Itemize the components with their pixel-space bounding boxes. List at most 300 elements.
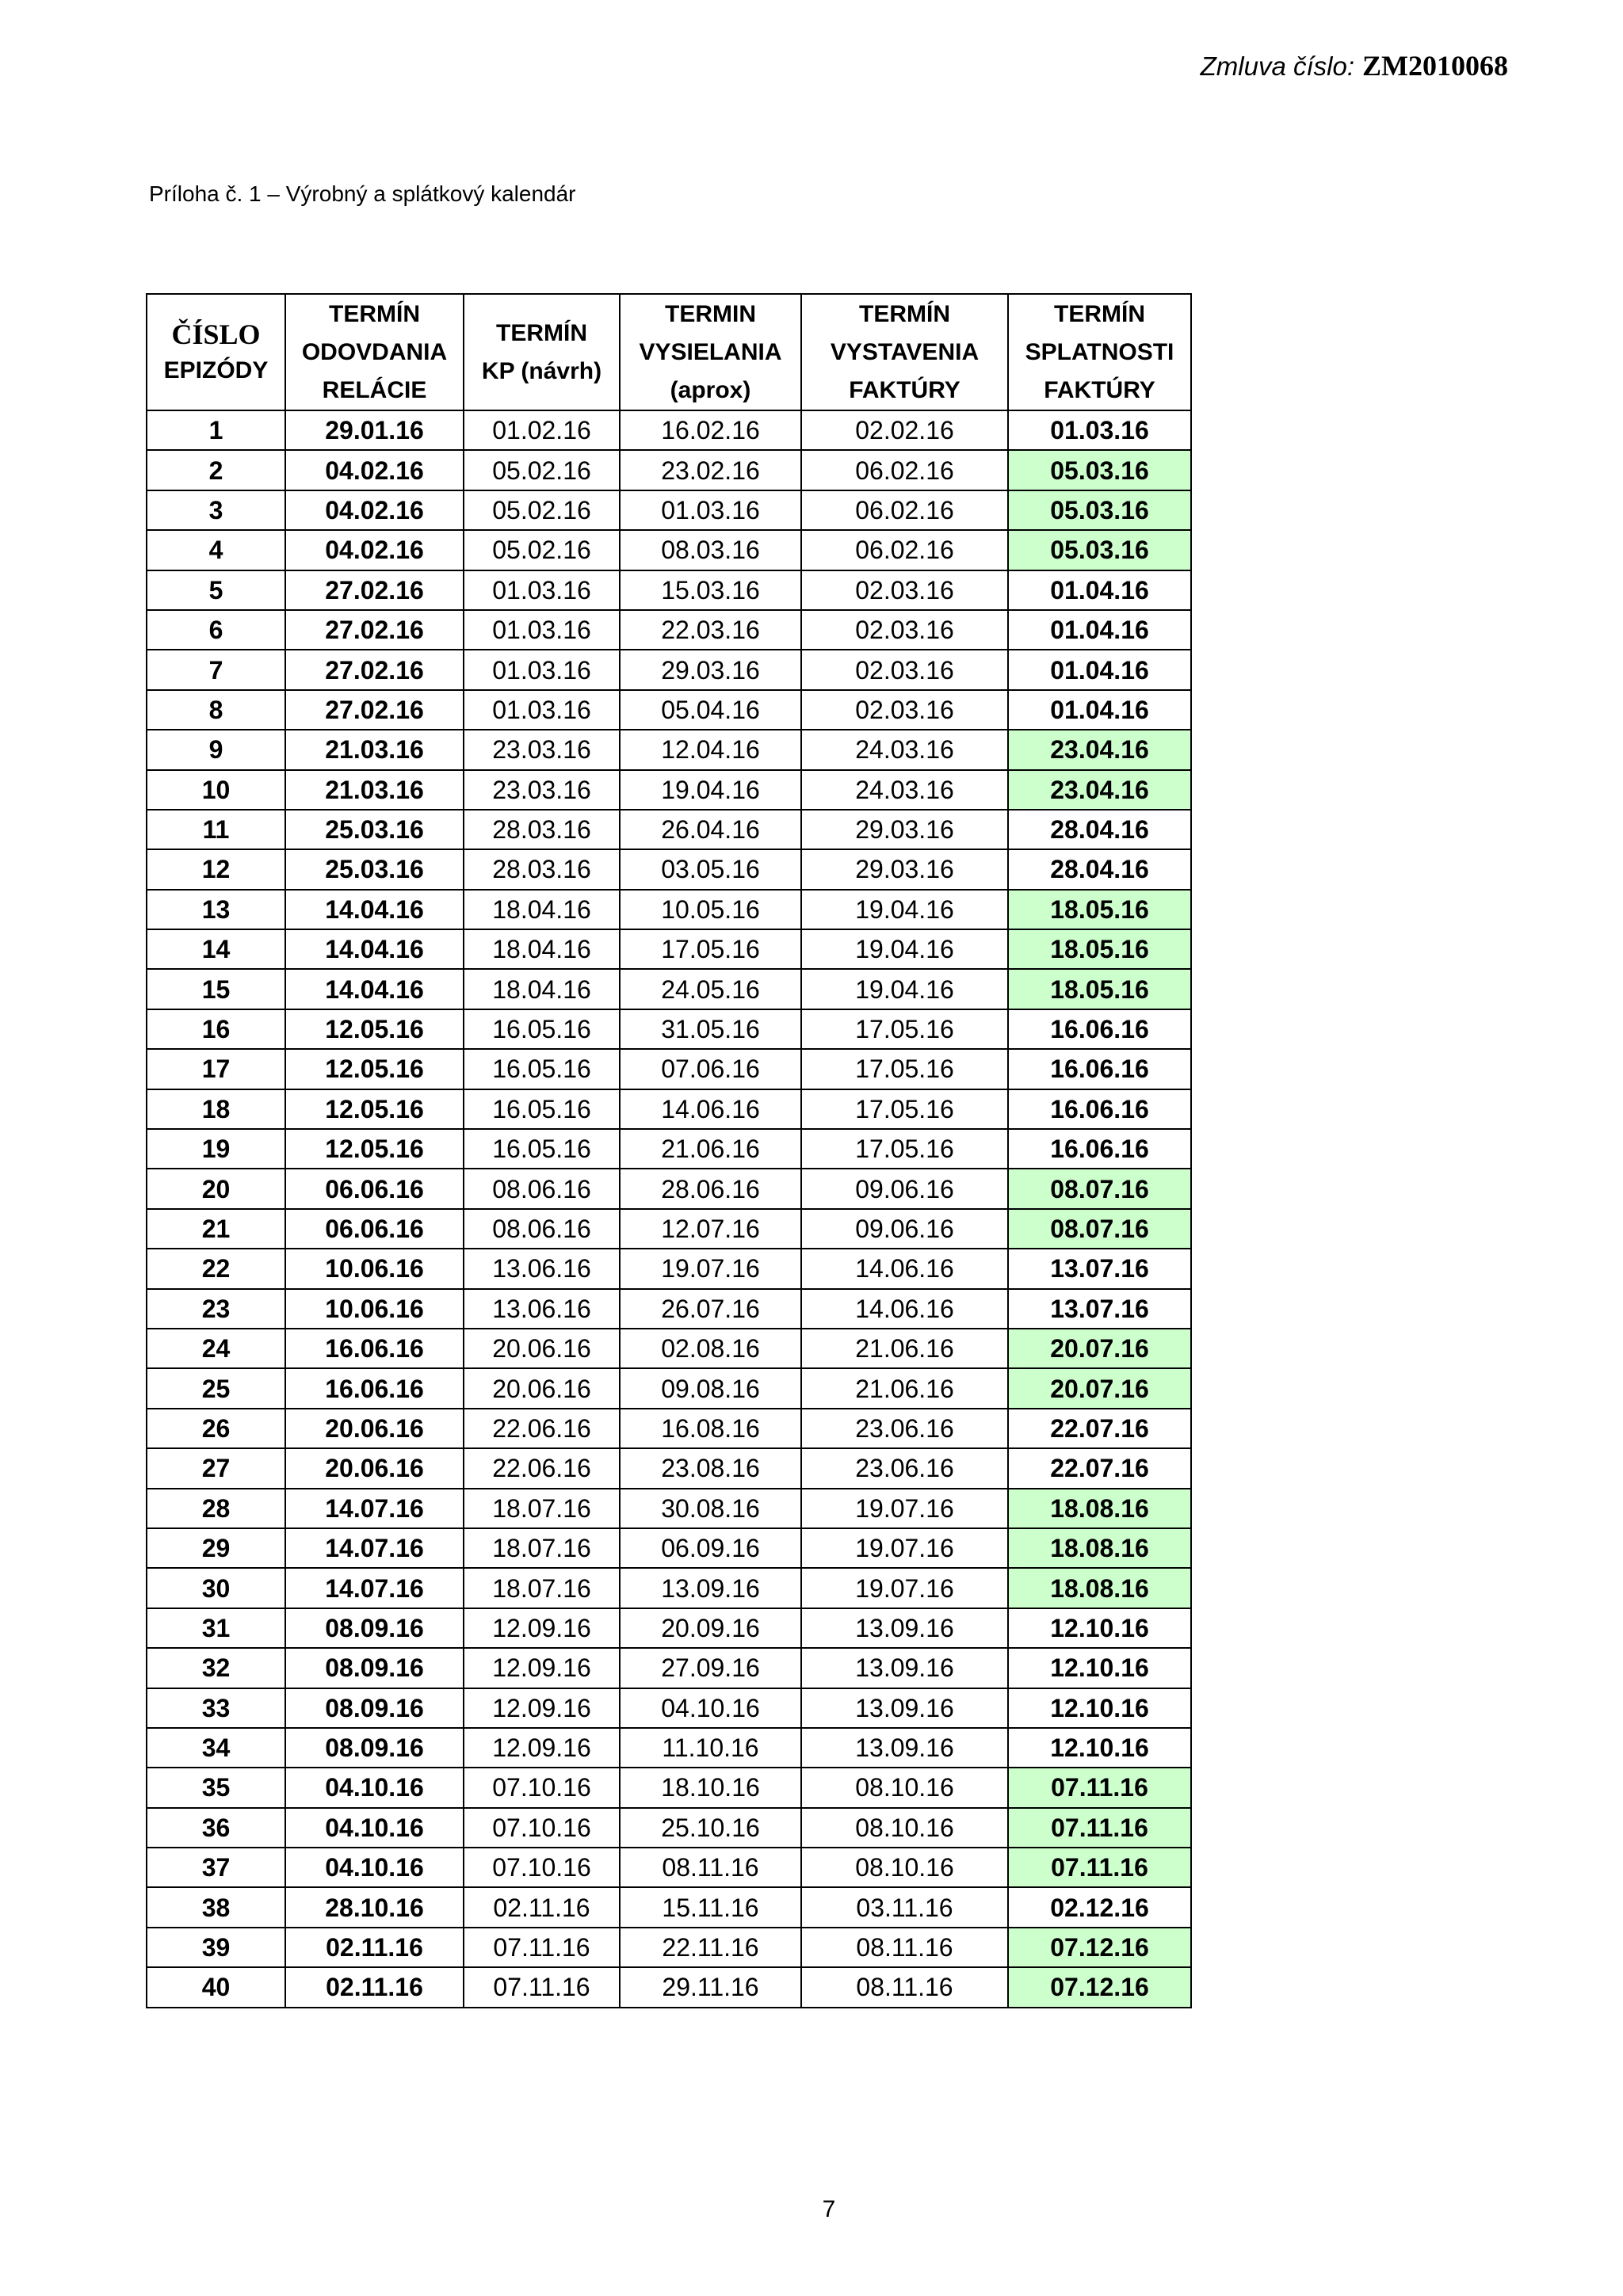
broadcast-date-cell: 15.03.16 <box>620 570 801 610</box>
invoice-due-date-cell: 28.04.16 <box>1008 810 1191 849</box>
table-row <box>147 1528 1191 1568</box>
invoice-due-date-cell: 20.07.16 <box>1008 1368 1191 1408</box>
episode-number-cell: 25 <box>147 1368 285 1408</box>
table-row <box>147 1887 1191 1927</box>
delivery-date-cell: 04.10.16 <box>285 1848 464 1887</box>
delivery-date-cell: 04.02.16 <box>285 450 464 490</box>
episode-number-cell: 30 <box>147 1568 285 1608</box>
table-row <box>147 690 1191 730</box>
kp-date-cell: 23.03.16 <box>464 770 620 810</box>
episode-number-cell: 28 <box>147 1489 285 1528</box>
kp-date-cell: 16.05.16 <box>464 1049 620 1089</box>
invoice-issue-date-cell: 14.06.16 <box>801 1289 1008 1329</box>
delivery-date-cell: 12.05.16 <box>285 1129 464 1169</box>
episode-number-cell: 40 <box>147 1967 285 2007</box>
delivery-date-cell: 29.01.16 <box>285 410 464 450</box>
column-header-line: TERMÍN <box>1054 300 1145 327</box>
broadcast-date-cell: 20.09.16 <box>620 1608 801 1648</box>
broadcast-date-cell: 28.06.16 <box>620 1169 801 1208</box>
invoice-due-date-cell: 12.10.16 <box>1008 1728 1191 1768</box>
column-header-broadcast-date <box>620 294 801 410</box>
invoice-due-date-cell: 07.11.16 <box>1008 1768 1191 1807</box>
invoice-issue-date-cell: 08.11.16 <box>801 1967 1008 2007</box>
delivery-date-cell: 10.06.16 <box>285 1249 464 1288</box>
invoice-due-date-cell: 22.07.16 <box>1008 1409 1191 1448</box>
kp-date-cell: 13.06.16 <box>464 1289 620 1329</box>
kp-date-cell: 22.06.16 <box>464 1448 620 1488</box>
table-row <box>147 1249 1191 1288</box>
invoice-issue-date-cell: 17.05.16 <box>801 1049 1008 1089</box>
invoice-due-date-cell: 16.06.16 <box>1008 1049 1191 1089</box>
column-header-line: (aprox) <box>670 376 751 403</box>
column-header-line: EPIZÓDY <box>163 357 269 383</box>
episode-number-cell: 39 <box>147 1928 285 1967</box>
kp-date-cell: 08.06.16 <box>464 1169 620 1208</box>
contract-number: ZM2010068 <box>1362 50 1508 82</box>
episode-number-cell: 8 <box>147 690 285 730</box>
table-row <box>147 1209 1191 1249</box>
invoice-issue-date-cell: 02.03.16 <box>801 570 1008 610</box>
invoice-due-date-cell: 16.06.16 <box>1008 1089 1191 1129</box>
kp-date-cell: 12.09.16 <box>464 1648 620 1688</box>
contract-label: Zmluva číslo: <box>1200 51 1354 81</box>
column-header-line: RELÁCIE <box>322 376 427 403</box>
kp-date-cell: 18.04.16 <box>464 969 620 1009</box>
table-row <box>147 1728 1191 1768</box>
table-row <box>147 1808 1191 1848</box>
invoice-due-date-cell: 01.04.16 <box>1008 610 1191 650</box>
episode-number-cell: 7 <box>147 650 285 689</box>
table-row <box>147 1049 1191 1089</box>
delivery-date-cell: 20.06.16 <box>285 1448 464 1488</box>
column-header-invoice-due-date <box>1008 294 1191 410</box>
table-row <box>147 1329 1191 1368</box>
table-body <box>147 410 1191 2008</box>
invoice-issue-date-cell: 08.10.16 <box>801 1768 1008 1807</box>
delivery-date-cell: 21.03.16 <box>285 770 464 810</box>
episode-number-cell: 20 <box>147 1169 285 1208</box>
delivery-date-cell: 10.06.16 <box>285 1289 464 1329</box>
kp-date-cell: 01.03.16 <box>464 570 620 610</box>
episode-number-cell: 34 <box>147 1728 285 1768</box>
delivery-date-cell: 06.06.16 <box>285 1209 464 1249</box>
table-row <box>147 1768 1191 1807</box>
broadcast-date-cell: 12.07.16 <box>620 1209 801 1249</box>
broadcast-date-cell: 24.05.16 <box>620 969 801 1009</box>
broadcast-date-cell: 09.08.16 <box>620 1368 801 1408</box>
episode-number-cell: 31 <box>147 1608 285 1648</box>
episode-number-cell: 4 <box>147 530 285 570</box>
appendix-title: Príloha č. 1 – Výrobný a splátkový kalendár <box>149 181 576 206</box>
broadcast-date-cell: 15.11.16 <box>620 1887 801 1927</box>
table-row <box>147 730 1191 769</box>
broadcast-date-cell: 22.03.16 <box>620 610 801 650</box>
table-row <box>147 1409 1191 1448</box>
delivery-date-cell: 27.02.16 <box>285 650 464 689</box>
delivery-date-cell: 04.02.16 <box>285 530 464 570</box>
invoice-due-date-cell: 23.04.16 <box>1008 730 1191 769</box>
episode-number-cell: 17 <box>147 1049 285 1089</box>
delivery-date-cell: 12.05.16 <box>285 1009 464 1049</box>
invoice-issue-date-cell: 13.09.16 <box>801 1728 1008 1768</box>
kp-date-cell: 18.07.16 <box>464 1528 620 1568</box>
broadcast-date-cell: 26.07.16 <box>620 1289 801 1329</box>
table-header <box>147 294 1191 410</box>
invoice-issue-date-cell: 19.07.16 <box>801 1568 1008 1608</box>
kp-date-cell: 20.06.16 <box>464 1368 620 1408</box>
delivery-date-cell: 21.03.16 <box>285 730 464 769</box>
kp-date-cell: 18.04.16 <box>464 890 620 929</box>
broadcast-date-cell: 23.08.16 <box>620 1448 801 1488</box>
broadcast-date-cell: 19.07.16 <box>620 1249 801 1288</box>
table-row <box>147 490 1191 530</box>
episode-number-cell: 19 <box>147 1129 285 1169</box>
table-row <box>147 450 1191 490</box>
invoice-issue-date-cell: 08.10.16 <box>801 1808 1008 1848</box>
episode-number-cell: 11 <box>147 810 285 849</box>
invoice-issue-date-cell: 14.06.16 <box>801 1249 1008 1288</box>
broadcast-date-cell: 26.04.16 <box>620 810 801 849</box>
invoice-due-date-cell: 18.08.16 <box>1008 1528 1191 1568</box>
table-row <box>147 530 1191 570</box>
invoice-due-date-cell: 23.04.16 <box>1008 770 1191 810</box>
delivery-date-cell: 14.04.16 <box>285 890 464 929</box>
table-row <box>147 1009 1191 1049</box>
invoice-due-date-cell: 28.04.16 <box>1008 849 1191 889</box>
column-header-line: ODOVDANIA <box>301 338 448 365</box>
episode-number-cell: 12 <box>147 849 285 889</box>
broadcast-date-cell: 29.11.16 <box>620 1967 801 2007</box>
delivery-date-cell: 08.09.16 <box>285 1608 464 1648</box>
kp-date-cell: 05.02.16 <box>464 490 620 530</box>
invoice-due-date-cell: 18.08.16 <box>1008 1489 1191 1528</box>
page-number: 7 <box>822 2196 836 2222</box>
invoice-due-date-cell: 13.07.16 <box>1008 1249 1191 1288</box>
kp-date-cell: 02.11.16 <box>464 1887 620 1927</box>
invoice-due-date-cell: 22.07.16 <box>1008 1448 1191 1488</box>
invoice-due-date-cell: 01.04.16 <box>1008 570 1191 610</box>
invoice-due-date-cell: 20.07.16 <box>1008 1329 1191 1368</box>
invoice-due-date-cell: 18.08.16 <box>1008 1568 1191 1608</box>
delivery-date-cell: 25.03.16 <box>285 810 464 849</box>
kp-date-cell: 16.05.16 <box>464 1089 620 1129</box>
column-header-line: VYSIELANIA <box>639 338 782 365</box>
delivery-date-cell: 04.10.16 <box>285 1808 464 1848</box>
delivery-date-cell: 25.03.16 <box>285 849 464 889</box>
column-header-line: TERMÍN <box>859 300 950 327</box>
episode-number-cell: 3 <box>147 490 285 530</box>
episode-number-cell: 32 <box>147 1648 285 1688</box>
delivery-date-cell: 28.10.16 <box>285 1887 464 1927</box>
delivery-date-cell: 14.04.16 <box>285 969 464 1009</box>
episode-number-cell: 5 <box>147 570 285 610</box>
delivery-date-cell: 12.05.16 <box>285 1089 464 1129</box>
delivery-date-cell: 14.07.16 <box>285 1489 464 1528</box>
episode-number-cell: 6 <box>147 610 285 650</box>
table-row <box>147 770 1191 810</box>
invoice-issue-date-cell: 02.02.16 <box>801 410 1008 450</box>
invoice-issue-date-cell: 09.06.16 <box>801 1169 1008 1208</box>
broadcast-date-cell: 27.09.16 <box>620 1648 801 1688</box>
episode-number-cell: 26 <box>147 1409 285 1448</box>
episode-number-cell: 33 <box>147 1688 285 1728</box>
kp-date-cell: 12.09.16 <box>464 1688 620 1728</box>
column-header-delivery-date <box>285 294 464 410</box>
kp-date-cell: 12.09.16 <box>464 1608 620 1648</box>
episode-number-cell: 23 <box>147 1289 285 1329</box>
invoice-issue-date-cell: 08.11.16 <box>801 1928 1008 1967</box>
invoice-due-date-cell: 16.06.16 <box>1008 1009 1191 1049</box>
delivery-date-cell: 08.09.16 <box>285 1648 464 1688</box>
broadcast-date-cell: 06.09.16 <box>620 1528 801 1568</box>
invoice-due-date-cell: 07.11.16 <box>1008 1808 1191 1848</box>
invoice-due-date-cell: 01.03.16 <box>1008 410 1191 450</box>
column-header-line: VYSTAVENIA <box>830 338 980 365</box>
delivery-date-cell: 06.06.16 <box>285 1169 464 1208</box>
table-row <box>147 1648 1191 1688</box>
column-header-line: SPLATNOSTI <box>1025 338 1174 365</box>
table-row <box>147 1928 1191 1967</box>
table-row <box>147 929 1191 969</box>
broadcast-date-cell: 16.02.16 <box>620 410 801 450</box>
kp-date-cell: 07.11.16 <box>464 1967 620 2007</box>
broadcast-date-cell: 14.06.16 <box>620 1089 801 1129</box>
invoice-due-date-cell: 08.07.16 <box>1008 1169 1191 1208</box>
broadcast-date-cell: 23.02.16 <box>620 450 801 490</box>
delivery-date-cell: 08.09.16 <box>285 1728 464 1768</box>
kp-date-cell: 23.03.16 <box>464 730 620 769</box>
episode-number-cell: 15 <box>147 969 285 1009</box>
episode-number-cell: 14 <box>147 929 285 969</box>
invoice-issue-date-cell: 03.11.16 <box>801 1887 1008 1927</box>
invoice-issue-date-cell: 19.07.16 <box>801 1489 1008 1528</box>
table-row <box>147 1568 1191 1608</box>
invoice-due-date-cell: 07.12.16 <box>1008 1967 1191 2007</box>
invoice-issue-date-cell: 24.03.16 <box>801 730 1008 769</box>
broadcast-date-cell: 07.06.16 <box>620 1049 801 1089</box>
episode-number-cell: 1 <box>147 410 285 450</box>
kp-date-cell: 07.10.16 <box>464 1808 620 1848</box>
episode-number-cell: 9 <box>147 730 285 769</box>
invoice-issue-date-cell: 02.03.16 <box>801 650 1008 689</box>
table-row <box>147 1289 1191 1329</box>
broadcast-date-cell: 03.05.16 <box>620 849 801 889</box>
invoice-due-date-cell: 02.12.16 <box>1008 1887 1191 1927</box>
broadcast-date-cell: 05.04.16 <box>620 690 801 730</box>
invoice-issue-date-cell: 19.04.16 <box>801 890 1008 929</box>
column-header-line: FAKTÚRY <box>849 376 960 403</box>
invoice-due-date-cell: 13.07.16 <box>1008 1289 1191 1329</box>
delivery-date-cell: 16.06.16 <box>285 1329 464 1368</box>
invoice-due-date-cell: 12.10.16 <box>1008 1688 1191 1728</box>
table-header-row <box>147 294 1191 410</box>
broadcast-date-cell: 04.10.16 <box>620 1688 801 1728</box>
broadcast-date-cell: 01.03.16 <box>620 490 801 530</box>
production-payment-calendar-table <box>146 293 1192 2008</box>
invoice-issue-date-cell: 29.03.16 <box>801 810 1008 849</box>
broadcast-date-cell: 11.10.16 <box>620 1728 801 1768</box>
invoice-due-date-cell: 01.04.16 <box>1008 690 1191 730</box>
kp-date-cell: 18.04.16 <box>464 929 620 969</box>
invoice-issue-date-cell: 13.09.16 <box>801 1688 1008 1728</box>
table-row <box>147 410 1191 450</box>
broadcast-date-cell: 13.09.16 <box>620 1568 801 1608</box>
invoice-issue-date-cell: 02.03.16 <box>801 690 1008 730</box>
kp-date-cell: 18.07.16 <box>464 1568 620 1608</box>
table-row <box>147 1489 1191 1528</box>
kp-date-cell: 28.03.16 <box>464 810 620 849</box>
invoice-issue-date-cell: 17.05.16 <box>801 1089 1008 1129</box>
table-row <box>147 1448 1191 1488</box>
kp-date-cell: 18.07.16 <box>464 1489 620 1528</box>
delivery-date-cell: 27.02.16 <box>285 570 464 610</box>
invoice-issue-date-cell: 06.02.16 <box>801 530 1008 570</box>
kp-date-cell: 12.09.16 <box>464 1728 620 1768</box>
table-row <box>147 1967 1191 2007</box>
table-row <box>147 810 1191 849</box>
episode-number-cell: 13 <box>147 890 285 929</box>
kp-date-cell: 28.03.16 <box>464 849 620 889</box>
broadcast-date-cell: 17.05.16 <box>620 929 801 969</box>
kp-date-cell: 16.05.16 <box>464 1009 620 1049</box>
broadcast-date-cell: 25.10.16 <box>620 1808 801 1848</box>
kp-date-cell: 07.11.16 <box>464 1928 620 1967</box>
delivery-date-cell: 02.11.16 <box>285 1967 464 2007</box>
broadcast-date-cell: 18.10.16 <box>620 1768 801 1807</box>
invoice-issue-date-cell: 17.05.16 <box>801 1129 1008 1169</box>
episode-number-cell: 22 <box>147 1249 285 1288</box>
invoice-issue-date-cell: 19.04.16 <box>801 969 1008 1009</box>
episode-number-cell: 35 <box>147 1768 285 1807</box>
column-header-line: FAKTÚRY <box>1044 376 1155 403</box>
invoice-due-date-cell: 12.10.16 <box>1008 1648 1191 1688</box>
invoice-due-date-cell: 05.03.16 <box>1008 450 1191 490</box>
delivery-date-cell: 16.06.16 <box>285 1368 464 1408</box>
column-header-line: ČÍSLO <box>171 318 261 350</box>
episode-number-cell: 27 <box>147 1448 285 1488</box>
invoice-due-date-cell: 07.11.16 <box>1008 1848 1191 1887</box>
episode-number-cell: 21 <box>147 1209 285 1249</box>
column-header-line: KP (návrh) <box>481 357 602 384</box>
table-row <box>147 1848 1191 1887</box>
broadcast-date-cell: 16.08.16 <box>620 1409 801 1448</box>
invoice-issue-date-cell: 19.04.16 <box>801 929 1008 969</box>
broadcast-date-cell: 02.08.16 <box>620 1329 801 1368</box>
table-row <box>147 650 1191 689</box>
delivery-date-cell: 02.11.16 <box>285 1928 464 1967</box>
column-header-episode-number <box>147 294 285 410</box>
delivery-date-cell: 27.02.16 <box>285 610 464 650</box>
kp-date-cell: 13.06.16 <box>464 1249 620 1288</box>
delivery-date-cell: 04.02.16 <box>285 490 464 530</box>
delivery-date-cell: 12.05.16 <box>285 1049 464 1089</box>
kp-date-cell: 07.10.16 <box>464 1848 620 1887</box>
invoice-issue-date-cell: 06.02.16 <box>801 490 1008 530</box>
table-row <box>147 849 1191 889</box>
table-row <box>147 890 1191 929</box>
kp-date-cell: 05.02.16 <box>464 450 620 490</box>
broadcast-date-cell: 30.08.16 <box>620 1489 801 1528</box>
episode-number-cell: 24 <box>147 1329 285 1368</box>
kp-date-cell: 08.06.16 <box>464 1209 620 1249</box>
invoice-issue-date-cell: 08.10.16 <box>801 1848 1008 1887</box>
invoice-issue-date-cell: 21.06.16 <box>801 1368 1008 1408</box>
broadcast-date-cell: 19.04.16 <box>620 770 801 810</box>
invoice-issue-date-cell: 23.06.16 <box>801 1448 1008 1488</box>
episode-number-cell: 16 <box>147 1009 285 1049</box>
invoice-issue-date-cell: 02.03.16 <box>801 610 1008 650</box>
invoice-due-date-cell: 12.10.16 <box>1008 1608 1191 1648</box>
table-row <box>147 1688 1191 1728</box>
delivery-date-cell: 14.07.16 <box>285 1568 464 1608</box>
broadcast-date-cell: 31.05.16 <box>620 1009 801 1049</box>
invoice-issue-date-cell: 21.06.16 <box>801 1329 1008 1368</box>
delivery-date-cell: 08.09.16 <box>285 1688 464 1728</box>
episode-number-cell: 38 <box>147 1887 285 1927</box>
column-header-line: TERMÍN <box>329 300 420 327</box>
column-header-kp-date <box>464 294 620 410</box>
invoice-issue-date-cell: 09.06.16 <box>801 1209 1008 1249</box>
table-row <box>147 610 1191 650</box>
invoice-issue-date-cell: 13.09.16 <box>801 1608 1008 1648</box>
kp-date-cell: 01.03.16 <box>464 690 620 730</box>
broadcast-date-cell: 21.06.16 <box>620 1129 801 1169</box>
kp-date-cell: 16.05.16 <box>464 1129 620 1169</box>
invoice-due-date-cell: 05.03.16 <box>1008 490 1191 530</box>
kp-date-cell: 01.02.16 <box>464 410 620 450</box>
episode-number-cell: 29 <box>147 1528 285 1568</box>
delivery-date-cell: 20.06.16 <box>285 1409 464 1448</box>
invoice-due-date-cell: 16.06.16 <box>1008 1129 1191 1169</box>
invoice-issue-date-cell: 19.07.16 <box>801 1528 1008 1568</box>
delivery-date-cell: 14.04.16 <box>285 929 464 969</box>
invoice-issue-date-cell: 23.06.16 <box>801 1409 1008 1448</box>
invoice-issue-date-cell: 24.03.16 <box>801 770 1008 810</box>
column-header-invoice-issue-date <box>801 294 1008 410</box>
invoice-due-date-cell: 07.12.16 <box>1008 1928 1191 1967</box>
kp-date-cell: 20.06.16 <box>464 1329 620 1368</box>
table-row <box>147 1608 1191 1648</box>
broadcast-date-cell: 10.05.16 <box>620 890 801 929</box>
invoice-due-date-cell: 18.05.16 <box>1008 929 1191 969</box>
invoice-due-date-cell: 18.05.16 <box>1008 969 1191 1009</box>
episode-number-cell: 18 <box>147 1089 285 1129</box>
kp-date-cell: 01.03.16 <box>464 650 620 689</box>
table-row <box>147 1169 1191 1208</box>
broadcast-date-cell: 22.11.16 <box>620 1928 801 1967</box>
episode-number-cell: 2 <box>147 450 285 490</box>
table-row <box>147 1129 1191 1169</box>
kp-date-cell: 01.03.16 <box>464 610 620 650</box>
episode-number-cell: 36 <box>147 1808 285 1848</box>
episode-number-cell: 37 <box>147 1848 285 1887</box>
kp-date-cell: 07.10.16 <box>464 1768 620 1807</box>
broadcast-date-cell: 12.04.16 <box>620 730 801 769</box>
table-row <box>147 969 1191 1009</box>
episode-number-cell: 10 <box>147 770 285 810</box>
invoice-due-date-cell: 08.07.16 <box>1008 1209 1191 1249</box>
invoice-issue-date-cell: 06.02.16 <box>801 450 1008 490</box>
column-header-line: TERMÍN <box>496 319 587 346</box>
kp-date-cell: 22.06.16 <box>464 1409 620 1448</box>
broadcast-date-cell: 08.03.16 <box>620 530 801 570</box>
delivery-date-cell: 04.10.16 <box>285 1768 464 1807</box>
invoice-due-date-cell: 01.04.16 <box>1008 650 1191 689</box>
table-row <box>147 1089 1191 1129</box>
broadcast-date-cell: 08.11.16 <box>620 1848 801 1887</box>
invoice-due-date-cell: 18.05.16 <box>1008 890 1191 929</box>
invoice-due-date-cell: 05.03.16 <box>1008 530 1191 570</box>
